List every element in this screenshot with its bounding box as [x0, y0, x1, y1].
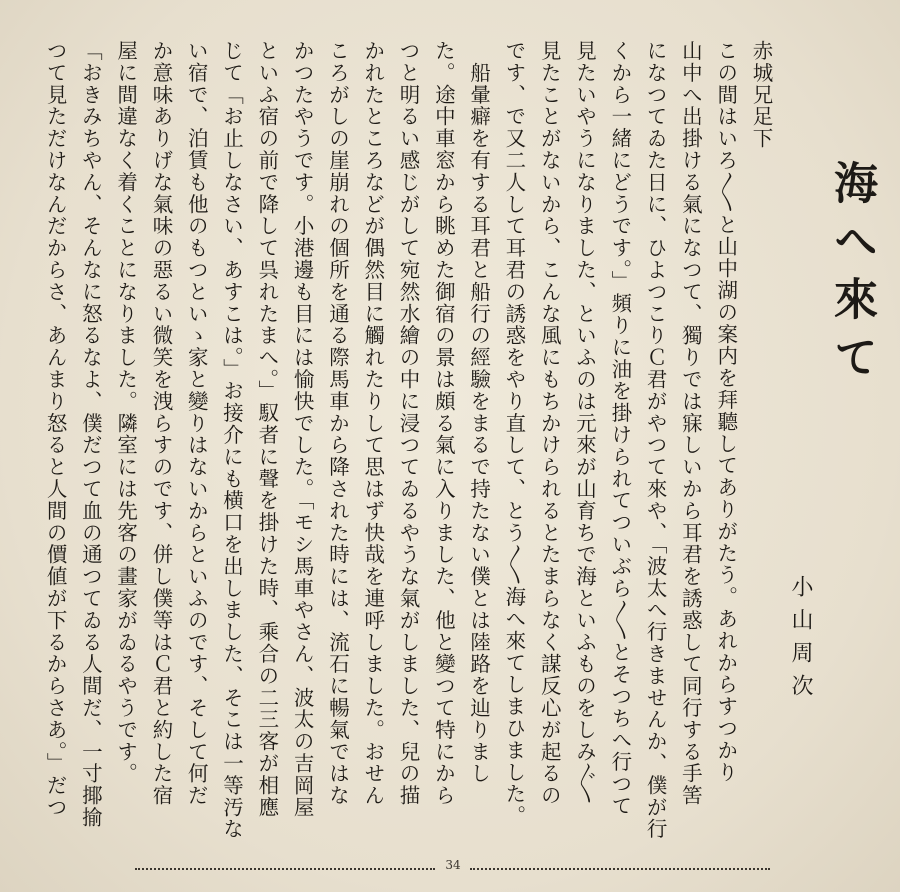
salutation: 赤城兄足下 [749, 40, 773, 150]
text-column: 山中へ出掛ける氣になつて、獨りでは寐しいから耳君を誘惑して同行する手筈 [678, 40, 703, 807]
text-column: ころがしの崖崩れの個所を通る際馬車から降された時には、流石に暢氣ではな [325, 40, 350, 807]
text-column: 船暈癖を有する耳君と船行の經驗をまるで持たない僕とは陸路を辿りまし [466, 40, 491, 785]
text-column: くから一緒にどうです。」頻りに油を掛けられてついぶら〳〵とそつちへ行つて [607, 40, 632, 817]
text-column: か意味ありげな氣味の惡るい微笑を洩らすのです、併し僕等はＣ君と約した宿 [148, 40, 173, 807]
text-column: になつてゐた日に、ひよつこりＣ君がやつて來や、「波太へ行きませんか、僕が行 [643, 40, 668, 841]
text-column: た。途中車窓から眺めた御宿の景は頗る氣に入りました、他と變つて特にから [431, 40, 456, 807]
text-column: この間はいろ〳〵と山中湖の案内を拜聽してありがたう。あれからすつかり [713, 40, 738, 784]
text-column: つて見ただけなんだからさ、あんまり怒ると人間の價値が下るからさあ。」だつ [43, 40, 68, 819]
text-column: 見たことがないから、こんな風にもちかけられるとたまらなく謀反心が起るの [537, 40, 562, 807]
text-column: い宿で、泊賃も他のもつといゝ家と變りはないからといふのです、そして何だ [184, 40, 209, 807]
text-column: 見たいやうになりました、といふのは元來が山育ちで海といふものをしみ〴〵 [572, 40, 597, 806]
page-number: 34 [445, 858, 461, 872]
author-name: 小山周次 [788, 575, 813, 707]
body-text [0, 40, 778, 841]
text-column: かつたやうです。小港邊も目には愉快でした。「モシ馬車やさん、波太の吉岡屋 [290, 40, 315, 819]
text-column: じて「お止しなさい、あすこは。」お接介にも横口を出しました、そこは一等汚な [219, 40, 244, 841]
text-column: です、で又二人して耳君の誘惑をやり直して、とう〳〵海へ來てしまひました。 [501, 40, 526, 827]
text-column: 屋に間違なく着くことになりました。隣室には先客の畫家がゐるやうです。 [113, 40, 138, 785]
text-column: かれたところなどが偶然目に觸れたりして思はず快哉を連呼しました。おせん [360, 40, 385, 807]
text-column: 「おきみちやん、そんなに怒るなよ、僕だつて血の通つてゐる人間だ、一寸揶揄 [78, 40, 103, 829]
text-column: といふ宿の前で降して呉れたまへ。」馭者に聲を掛けた時、乘合の二三客が相應 [254, 40, 279, 819]
text-column: つと明るい感じがして宛然水繪の中に浸つてゐるやうな氣がしました、兒の描 [396, 40, 421, 807]
page-footer [0, 856, 900, 880]
footer-rule-right [470, 868, 770, 870]
footer-rule-left [135, 868, 435, 870]
article-title: 海へ來て [826, 160, 877, 392]
